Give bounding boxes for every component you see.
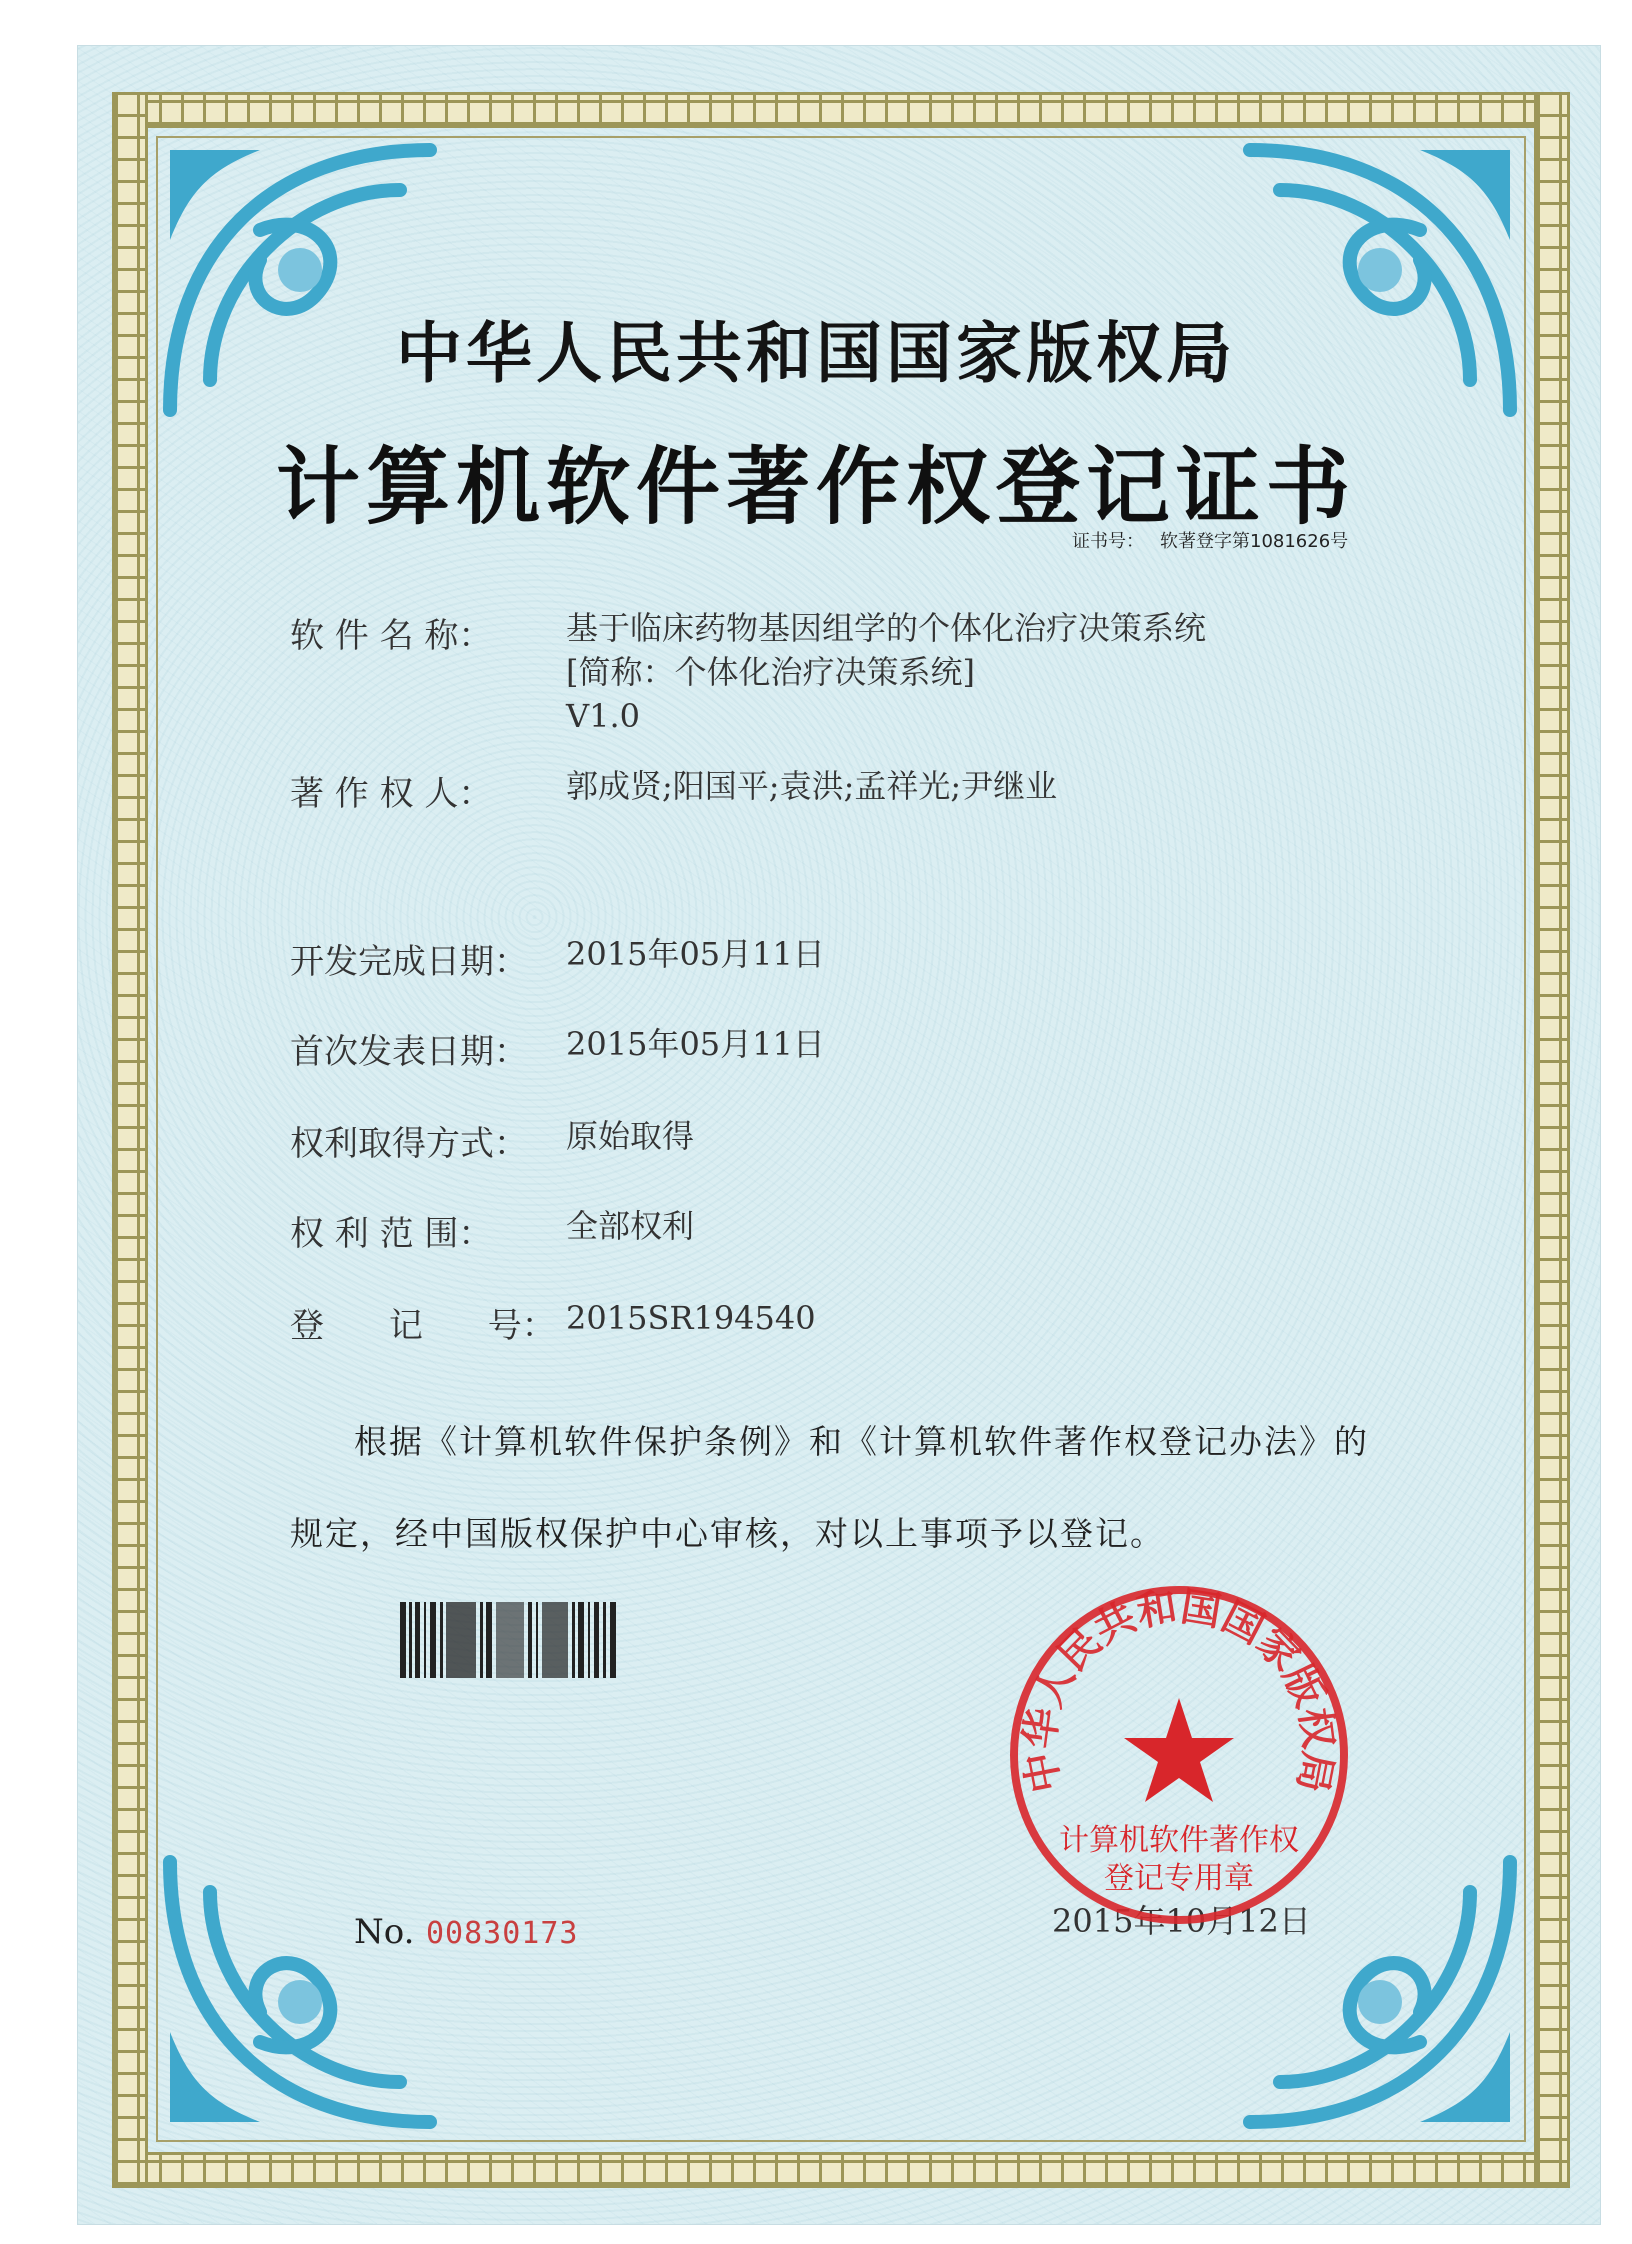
owners-label: 著 作 权 人： (290, 774, 493, 814)
seal-inner-line-2: 登记专用章 (1104, 1861, 1254, 1896)
certificate-number-label: 证书号： (1072, 531, 1144, 552)
pub-date-label: 首次发表日期： (290, 1032, 528, 1072)
greek-key-border-top (112, 92, 1570, 128)
owners-value: 郭成贤;阳国平;袁洪;孟祥光;尹继业 (566, 767, 1058, 805)
software-name-label: 软 件 名 称： (290, 616, 493, 656)
greek-key-border-left (112, 92, 148, 2188)
issue-date: 2015年10月12日 (1052, 1902, 1311, 1940)
official-seal (1004, 1580, 1354, 1930)
statement-line-1: 根据《计算机软件保护条例》和《计算机软件著作权登记办法》的 (354, 1422, 1369, 1461)
certificate-number (1072, 527, 1348, 553)
greek-key-border-right (1534, 92, 1570, 2188)
certificate-number-value: 软著登字第1081626号 (1160, 531, 1349, 552)
corner-ornament-bottom-left (150, 1842, 450, 2142)
pub-date-value: 2015年05月11日 (566, 1025, 825, 1063)
dev-date-label: 开发完成日期： (290, 942, 528, 982)
barcode (400, 1602, 620, 1678)
issuing-authority: 中华人民共和国国家版权局 (396, 315, 1236, 392)
serial-number: 00830173 (426, 1916, 579, 1951)
greek-key-border-bottom (112, 2152, 1570, 2188)
acquisition-value: 原始取得 (566, 1117, 695, 1155)
seal-star-icon (1124, 1698, 1234, 1802)
certificate-title: 计算机软件著作权登记证书 (275, 437, 1356, 536)
scope-value: 全部权利 (566, 1207, 695, 1245)
scope-label: 权 利 范 围： (290, 1214, 493, 1254)
reg-no-label: 登 记 号： (290, 1306, 556, 1346)
acquisition-label: 权利取得方式： (290, 1124, 528, 1164)
software-name-line1: 基于临床药物基因组学的个体化治疗决策系统 (566, 609, 1207, 647)
reg-no-value: 2015SR194540 (566, 1299, 816, 1337)
software-version: V1.0 (566, 697, 640, 735)
dev-date-value: 2015年05月11日 (566, 935, 825, 973)
software-name-line2: [简称：个体化治疗决策系统] (566, 653, 975, 691)
seal-outer-text: 中华人民共和国国家版权局 (1016, 1583, 1342, 1797)
serial-label: No. (354, 1912, 415, 1952)
seal-inner-line-1: 计算机软件著作权 (1059, 1823, 1299, 1858)
statement-line-2: 规定，经中国版权保护中心审核，对以上事项予以登记。 (290, 1514, 1165, 1553)
